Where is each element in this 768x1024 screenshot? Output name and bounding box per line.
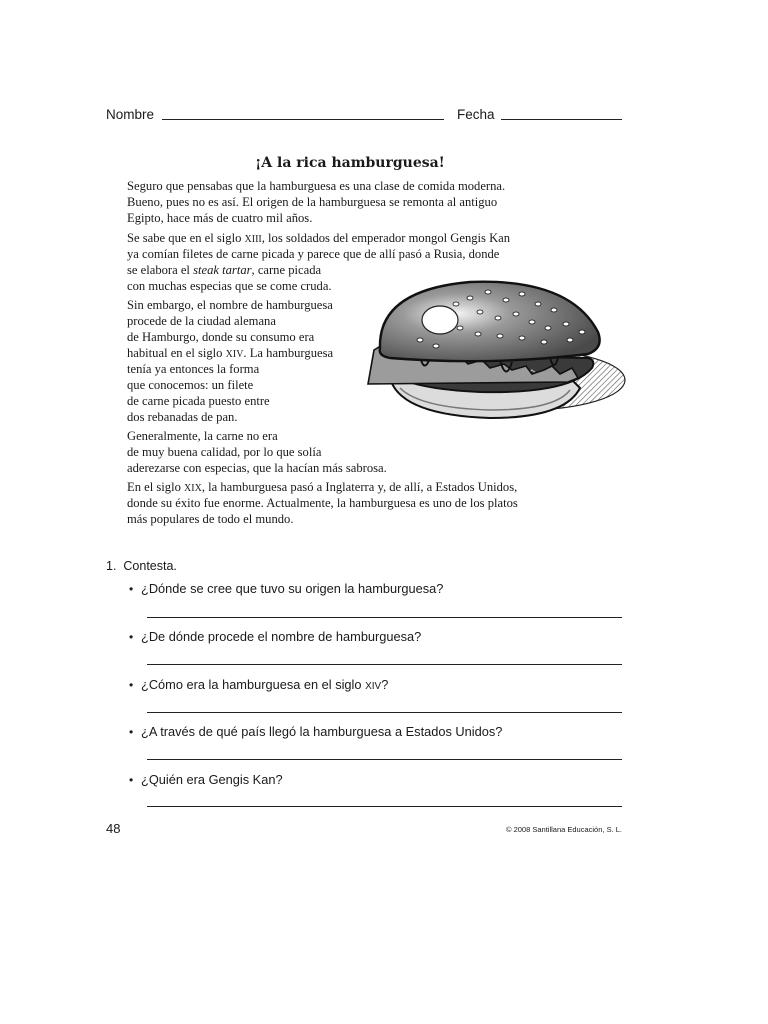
paragraph-3-line-2: procede de la ciudad alemana bbox=[127, 314, 276, 328]
paragraph-4-line-2: de muy buena calidad, por lo que solía bbox=[127, 445, 322, 459]
steak-tartar-term: steak tartar bbox=[193, 263, 252, 277]
answer-line-2[interactable] bbox=[147, 664, 622, 665]
paragraph-5-line-2: donde su éxito fue enorme. Actualmente, la hamburguesa es uno de los platos bbox=[127, 496, 518, 510]
paragraph-1-line-3: Egipto, hace más de cuatro mil años. bbox=[127, 211, 313, 225]
century-xiii: XIII bbox=[244, 234, 262, 245]
paragraph-3-line-3: de Hamburgo, donde su consumo era bbox=[127, 330, 315, 344]
name-label: Nombre bbox=[106, 107, 155, 122]
paragraph-4-line-3: aderezarse con especias, que la hacían más sabrosa. bbox=[127, 461, 387, 475]
answer-line-5[interactable] bbox=[147, 806, 622, 807]
copyright-notice: © 2008 Santillana Educación, S. L. bbox=[505, 825, 622, 834]
paragraph-5-line-3: más populares de todo el mundo. bbox=[127, 512, 294, 526]
question-2: ¿De dónde procede el nombre de hamburguesa? bbox=[141, 629, 422, 644]
question-5: ¿Quién era Gengis Kan? bbox=[141, 772, 283, 787]
bullet-icon: • bbox=[129, 773, 134, 787]
answer-line-4[interactable] bbox=[147, 759, 622, 760]
paragraph-3-line-5: tenía ya entonces la forma bbox=[127, 362, 260, 376]
paragraph-3-line-4: habitual en el siglo XIV. La hamburguesa bbox=[127, 346, 334, 360]
page-number: 48 bbox=[106, 821, 121, 836]
paragraph-2-line-1: Se sabe que en el siglo XIII, los soldados del emperador mongol Gengis Kan bbox=[127, 231, 511, 245]
article-title: ¡A la rica hamburguesa! bbox=[255, 155, 445, 171]
question-1: ¿Dónde se cree que tuvo su origen la hamburguesa? bbox=[141, 581, 444, 596]
paragraph-3-line-6: que conocemos: un filete bbox=[127, 378, 254, 392]
paragraph-2-line-3: se elabora el steak tartar, carne picada bbox=[127, 263, 322, 277]
exercise-instruction: Contesta. bbox=[123, 559, 177, 573]
paragraph-3-line-7: de carne picada puesto entre bbox=[127, 394, 270, 408]
paragraph-2-line-4: con muchas especias que se come cruda. bbox=[127, 279, 332, 293]
date-line[interactable] bbox=[501, 119, 622, 120]
century-xix: XIX bbox=[184, 483, 202, 494]
bullet-icon: • bbox=[129, 725, 134, 739]
name-line[interactable] bbox=[162, 119, 444, 120]
question-4: ¿A través de qué país llegó la hamburguesa a Estados Unidos? bbox=[141, 724, 503, 739]
exercise-heading bbox=[106, 559, 177, 573]
paragraph-5-line-1: En el siglo XIX, la hamburguesa pasó a Inglaterra y, de allí, a Estados Unidos, bbox=[127, 480, 518, 494]
century-xiv: XIV bbox=[225, 349, 244, 360]
paragraph-3-line-1: Sin embargo, el nombre de hamburguesa bbox=[127, 298, 333, 312]
paragraph-3-line-8: dos rebanadas de pan. bbox=[127, 410, 238, 424]
exercise-number: 1. bbox=[106, 559, 117, 573]
date-label: Fecha bbox=[457, 107, 495, 122]
hamburger-illustration-icon bbox=[360, 270, 630, 430]
question-3: ¿Cómo era la hamburguesa en el siglo XIV? bbox=[141, 677, 389, 692]
answer-line-3[interactable] bbox=[147, 712, 622, 713]
paragraph-1-line-1: Seguro que pensabas que la hamburguesa es una clase de comida moderna. bbox=[127, 179, 506, 193]
bullet-icon: • bbox=[129, 582, 134, 596]
paragraph-2-line-2: ya comían filetes de carne picada y parece que de allí pasó a Rusia, donde bbox=[127, 247, 500, 261]
bullet-icon: • bbox=[129, 630, 134, 644]
paragraph-1-line-2: Bueno, pues no es así. El origen de la hamburguesa se remonta al antiguo bbox=[127, 195, 498, 209]
paragraph-4-line-1: Generalmente, la carne no era bbox=[127, 429, 278, 443]
bullet-icon: • bbox=[129, 678, 134, 692]
answer-line-1[interactable] bbox=[147, 617, 622, 618]
